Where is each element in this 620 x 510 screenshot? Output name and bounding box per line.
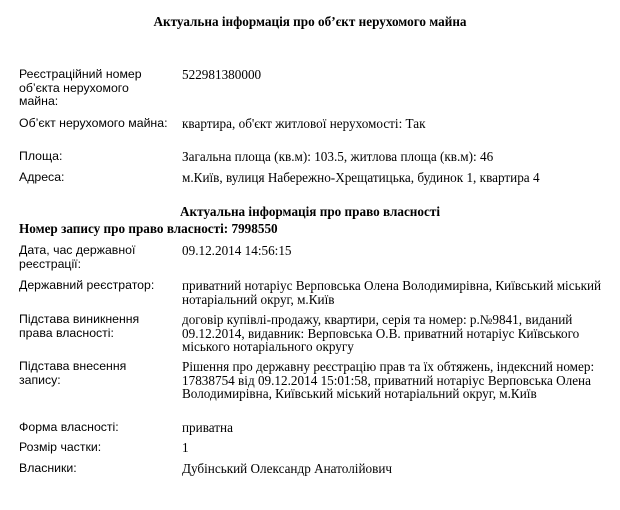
field-value: Дубінський Олександр Анатолійович — [182, 461, 393, 476]
field-label: Державний реєстратор: — [19, 278, 155, 292]
document-title: Актуальна інформація про об’єкт нерухомого майна — [153, 14, 467, 29]
field-label: Підстава внесення запису: — [19, 359, 127, 387]
field-label: Розмір частки: — [19, 440, 102, 454]
field-label: Власники: — [19, 461, 77, 475]
field-value: Загальна площа (кв.м): 103.5, житлова площа (кв.м): 46 — [182, 149, 494, 164]
field-value: Рішення про державну реєстрацію прав та їх обтяжень, індексний номер: 17838754 від 09.12.2014 15:01:58, приватний нотаріус Верповська Олена Володимирівна, Київський міський нотаріальний округ, м.Київ — [182, 359, 595, 402]
field-value: приватна — [182, 420, 233, 435]
field-label: Підстава виникнення права власності: — [19, 312, 140, 340]
field-label: Площа: — [19, 149, 63, 163]
field-value: 522981380000 — [182, 67, 262, 82]
field-label: Адреса: — [19, 170, 65, 184]
field-label: Форма власності: — [19, 420, 119, 434]
field-label: Реєстраційний номер об’єкта нерухомого майна: — [19, 67, 142, 109]
field-label: Об’єкт нерухомого майна: — [19, 116, 168, 130]
field-value: квартира, об'єкт житлової нерухомості: Так — [182, 116, 426, 131]
field-value: м.Київ, вулиця Набережно-Хрещатицька, будинок 1, квартира 4 — [182, 170, 540, 185]
field-value: 09.12.2014 14:56:15 — [182, 243, 292, 258]
ownership-section-title: Актуальна інформація про право власності — [180, 204, 440, 219]
field-label: Дата, час державної реєстрації: — [19, 243, 136, 271]
field-value: договір купівлі-продажу, квартири, серія та номер: р.№9841, виданий 09.12.2014, видавник: Верповська О.В. приватний нотаріус Київського міського нотаріального округу — [182, 312, 580, 355]
ownership-record-number: Номер запису про право власності: 7998550 — [19, 221, 278, 236]
field-value: 1 — [182, 440, 189, 455]
field-value: приватний нотаріус Верповська Олена Володимирівна, Київський міський нотаріальний округ, м.Київ — [182, 278, 602, 307]
